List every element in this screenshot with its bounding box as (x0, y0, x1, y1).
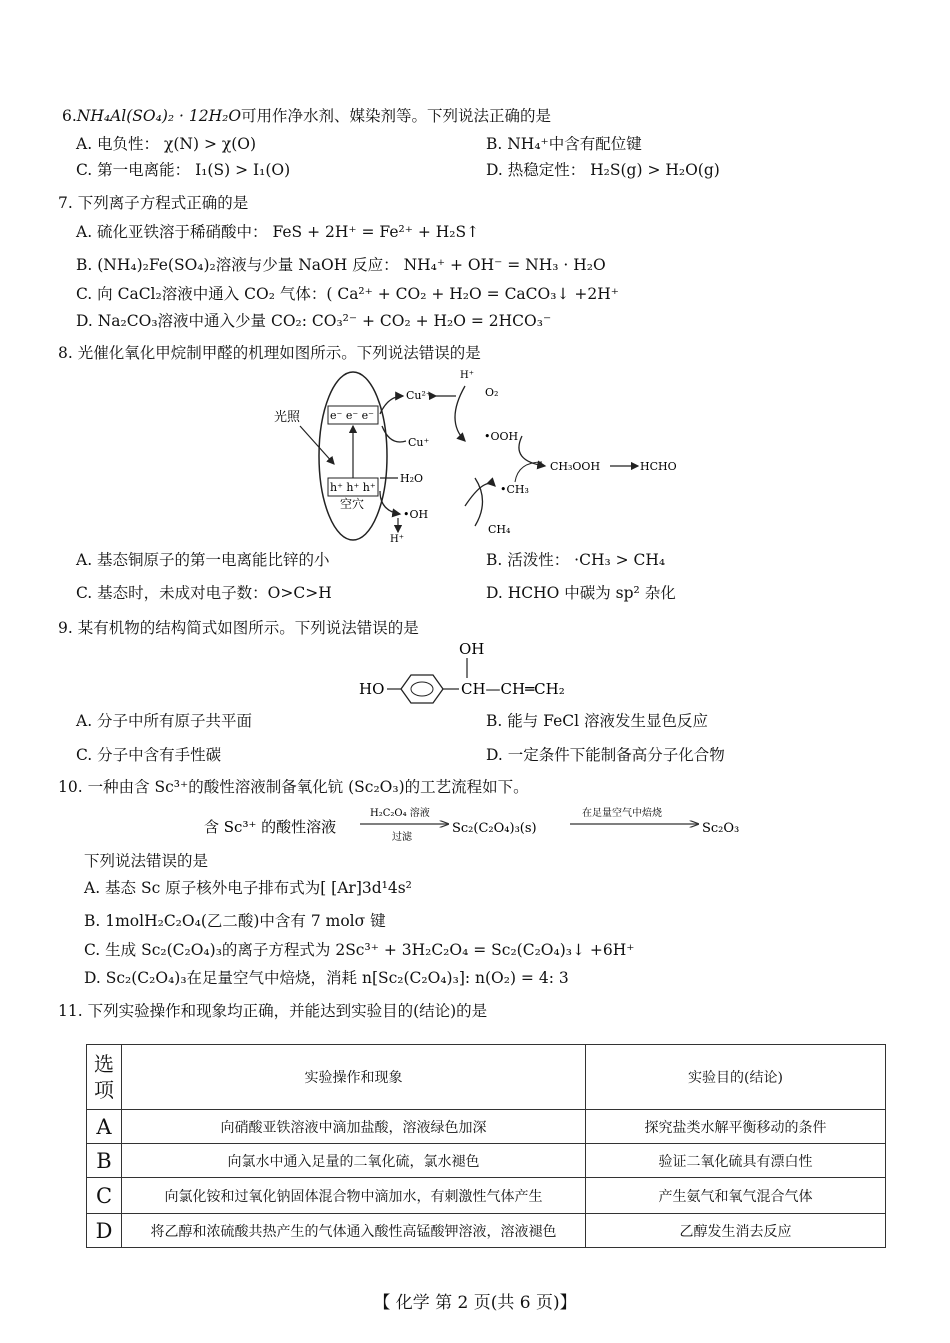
o2-label: O₂ (485, 386, 499, 399)
q9-structure (355, 638, 605, 706)
row-operation: 向硝酸亚铁溶液中滴加盐酸，溶液绿色加深 (122, 1110, 586, 1144)
q8-mechanism-diagram (260, 366, 700, 546)
light-label: 光照 (274, 410, 301, 425)
chain-label: CH—CH═CH₂ (461, 680, 565, 698)
row-option: C (87, 1178, 122, 1214)
row-operation: 将乙醇和浓硫酸共热产生的气体通入酸性高锰酸钾溶液，溶液褪色 (122, 1214, 586, 1248)
q8-option-c: C. 基态时，未成对电子数：O>C>H (76, 584, 332, 602)
row-operation: 向氯水中通入足量的二氧化硫，氯水褪色 (122, 1144, 586, 1178)
header-operation: 实验操作和现象 (122, 1045, 586, 1110)
table-row (87, 1110, 886, 1144)
q6-option-a: A. 电负性： χ(N) > χ(O) (76, 135, 257, 153)
q6-stem: 6.NH₄Al(SO₄)₂ · 12H₂O可用作净水剂、媒染剂等。下列说法正确的是 (62, 107, 552, 125)
row-goal: 验证二氧化硫具有漂白性 (586, 1144, 886, 1178)
q10-stem: 10. 一种由含 Sc³⁺的酸性溶液制备氧化钪 (Sc₂O₃)的工艺流程如下。 (58, 778, 529, 796)
ch3-label: •CH₃ (500, 483, 529, 496)
holes-label: h⁺ h⁺ h⁺ (330, 481, 376, 494)
q9-stem: 9. 某有机物的结构简式如图所示。下列说法错误的是 (58, 619, 419, 637)
q10-sub: 下列说法错误的是 (84, 852, 209, 870)
flow-op: 过滤 (392, 832, 412, 843)
row-goal: 产生氨气和氧气混合气体 (586, 1178, 886, 1214)
q7-option-b: B. (NH₄)₂Fe(SO₄)₂溶液与少量 NaOH 反应： NH₄⁺ + OH⁻ = NH₃ · H₂O (76, 256, 606, 274)
q6-stem-text: 可用作净水剂、媒染剂等。下列说法正确的是 (241, 107, 552, 125)
table-header-row (87, 1045, 886, 1110)
q7-option-a: A. 硫化亚铁溶于稀硝酸中： FeS + 2H⁺ = Fe²⁺ + H₂S↑ (76, 223, 480, 241)
row-option: D (87, 1214, 122, 1248)
cu1-label: Cu⁺ (408, 436, 430, 449)
q7-option-d: D. Na₂CO₃溶液中通入少量 CO₂: CO₃²⁻ + CO₂ + H₂O = 2HCO₃⁻ (76, 312, 552, 330)
o2-reduction-arrow (455, 386, 465, 441)
q6-option-c: C. 第一电离能： I₁(S) > I₁(O) (76, 161, 291, 179)
q10-flowchart (200, 802, 760, 846)
flow-end: Sc₂O₃ (702, 821, 740, 836)
ooh-label: •OOH (484, 430, 519, 443)
q8-option-d: D. HCHO 中碳为 sp² 杂化 (486, 584, 676, 602)
ch4-label: CH₄ (488, 523, 511, 536)
q8-option-a: A. 基态铜原子的第一电离能比锌的小 (76, 551, 330, 569)
hcho-label: HCHO (640, 460, 677, 473)
row-operation: 向氯化铵和过氧化钠固体混合物中滴加水，有刺激性气体产生 (122, 1178, 586, 1214)
q9-option-c: C. 分子中含有手性碳 (76, 746, 222, 764)
q10-option-b: B. 1molH₂C₂O₄(乙二酸)中含有 7 molσ 键 (84, 912, 386, 930)
q9-option-d: D. 一定条件下能制备高分子化合物 (486, 746, 725, 764)
q10-option-c: C. 生成 Sc₂(C₂O₄)₃的离子方程式为 2Sc³⁺ + 3H₂C₂O₄ = Sc₂(C₂O₄)₃↓ +6H⁺ (84, 941, 635, 959)
flow-cond: 在足量空气中焙烧 (582, 808, 662, 819)
q10-option-d: D. Sc₂(C₂O₄)₃在足量空气中焙烧，消耗 n[Sc₂(C₂O₄)₃]: n(O₂) = 4: 3 (84, 969, 569, 987)
row-option: B (87, 1144, 122, 1178)
header-goal: 实验目的(结论) (586, 1045, 886, 1110)
q9-option-a: A. 分子中所有原子共平面 (76, 712, 253, 730)
h2o-label: H₂O (400, 472, 424, 485)
electrons-label: e⁻ e⁻ e⁻ (330, 409, 374, 422)
light-arrow (300, 426, 334, 464)
benzene-circle (411, 682, 433, 696)
ch4-arc (475, 478, 483, 526)
page-footer: 【 化学 第 2 页(共 6 页)】 (373, 1293, 577, 1313)
q6-formula: NH₄Al(SO₄)₂ · 12H₂O (76, 107, 242, 125)
cu2-label: Cu²⁺ (406, 389, 432, 402)
q6-option-d: D. 热稳定性： H₂S(g) > H₂O(g) (486, 161, 720, 179)
oh-top-label: OH (459, 640, 485, 658)
q6-option-b: B. NH₄⁺中含有配位键 (486, 135, 642, 153)
hole-label: 空穴 (340, 497, 365, 511)
q7-option-c: C. 向 CaCl₂溶液中通入 CO₂ 气体：( Ca²⁺ + CO₂ + H₂O = CaCO₃↓ +2H⁺ (76, 285, 619, 303)
oh-label: •OH (403, 508, 429, 521)
table-row (87, 1144, 886, 1178)
row-goal: 乙醇发生消去反应 (586, 1214, 886, 1248)
q11-stem: 11. 下列实验操作和现象均正确，并能达到实验目的(结论)的是 (58, 1002, 488, 1020)
hplus-bottom-label: H⁺ (390, 534, 404, 545)
q8-stem: 8. 光催化氧化甲烷制甲醛的机理如图所示。下列说法错误的是 (58, 344, 481, 362)
flow-reagent: H₂C₂O₄ 溶液 (370, 808, 430, 819)
table-row (87, 1178, 886, 1214)
q9-option-b: B. 能与 FeCl 溶液发生显色反应 (486, 712, 708, 730)
ho-label: HO (359, 680, 385, 698)
q7-stem: 7. 下列离子方程式正确的是 (58, 194, 249, 212)
header-option: 选项 (87, 1045, 122, 1110)
ooh-to-product-arrow (519, 436, 545, 466)
benzene-ring (401, 675, 443, 703)
e-to-cu2-arrow (380, 396, 403, 414)
row-goal: 探究盐类水解平衡移动的条件 (586, 1110, 886, 1144)
flow-mid: Sc₂(C₂O₄)₃(s) (452, 821, 537, 836)
experiment-table (86, 1044, 886, 1248)
hplus-top-label: H⁺ (460, 370, 474, 381)
ch3ooh-label: CH₃OOH (550, 460, 601, 473)
flow-start: 含 Sc³⁺ 的酸性溶液 (204, 818, 337, 836)
q8-option-b: B. 活泼性： ·CH₃ > CH₄ (486, 551, 666, 569)
row-option: A (87, 1110, 122, 1144)
table-row (87, 1214, 886, 1248)
q10-option-a: A. 基态 Sc 原子核外电子排布式为[ [Ar]3d¹4s² (84, 879, 412, 897)
